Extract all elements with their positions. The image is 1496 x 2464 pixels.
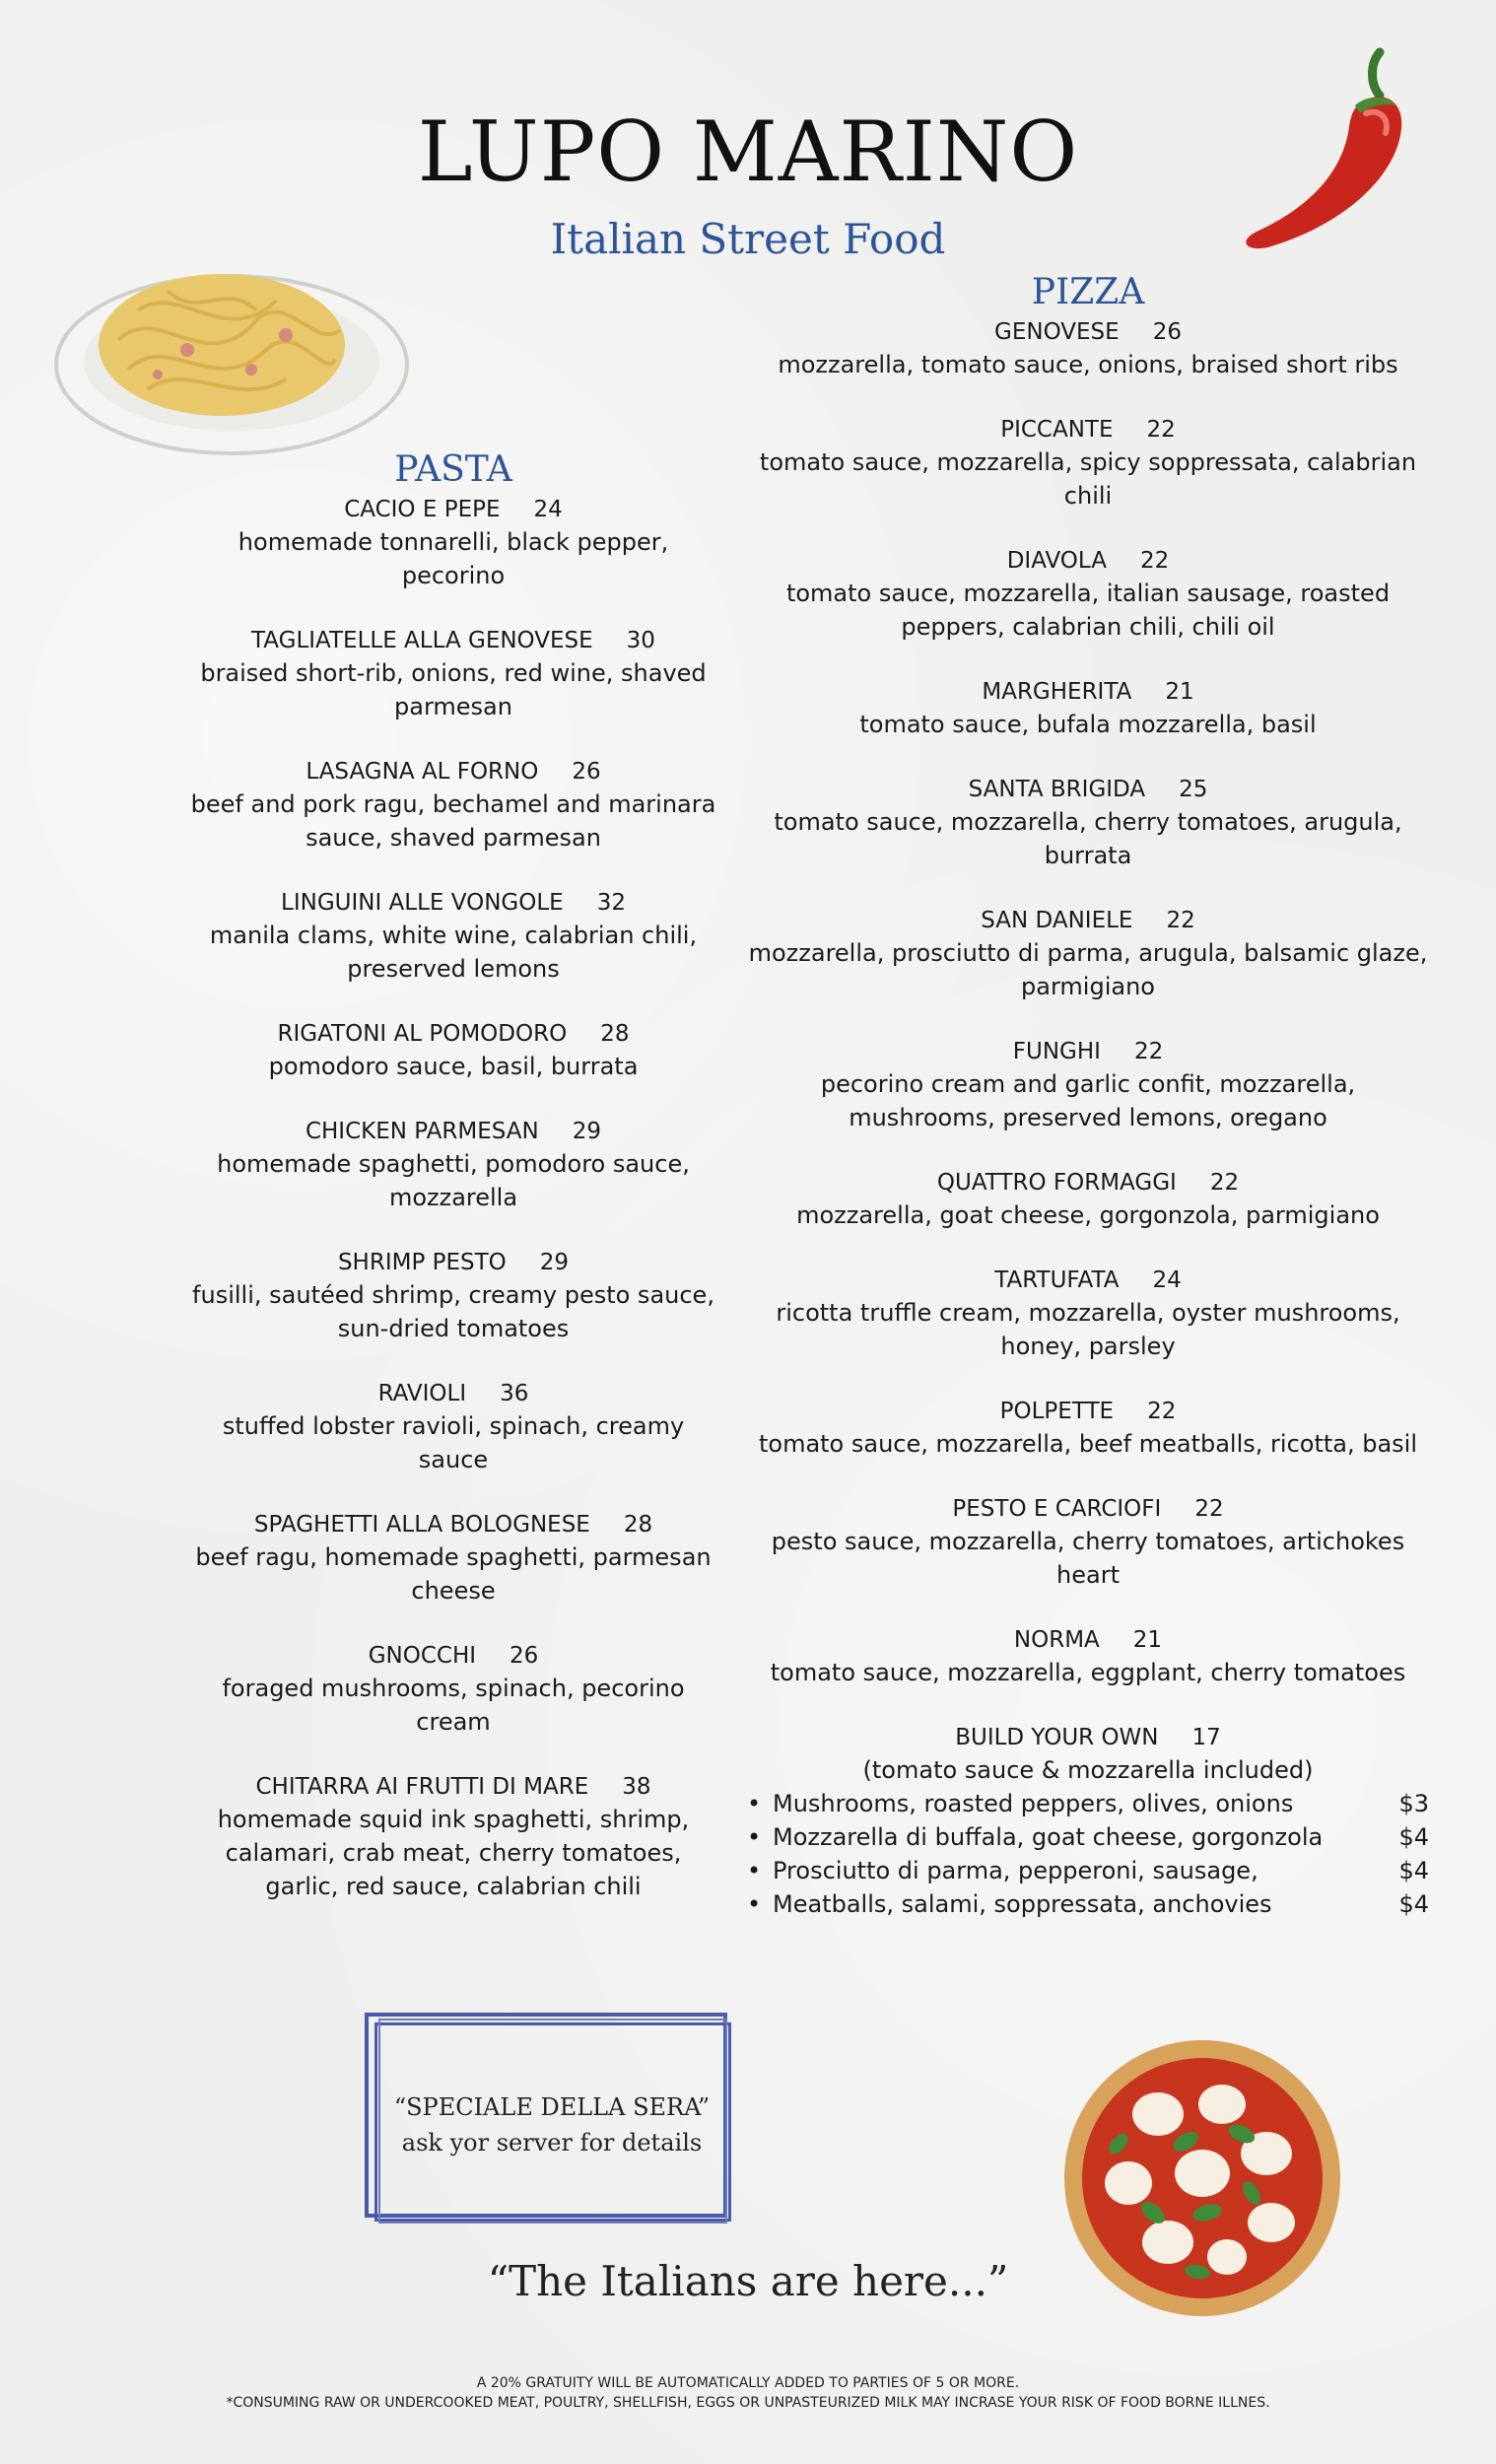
- menu-item-price: 26: [1152, 319, 1182, 345]
- tagline: “The Italians are here...”: [487, 2257, 1009, 2305]
- addon-price: $4: [1398, 1857, 1429, 1884]
- pasta-section-title: PASTA: [394, 449, 512, 490]
- menu-item-description: foraged mushrooms, spinach, pecorino cream: [222, 1675, 685, 1736]
- menu-item: [747, 1493, 1429, 1592]
- menu-item-name: MARGHERITA: [982, 679, 1132, 705]
- menu-item-description: tomato sauce, mozzarella, italian sausage, roasted peppers, calabrian chili, chili oil: [785, 580, 1391, 641]
- menu-item-name: CACIO E PEPE: [344, 497, 501, 522]
- special-title: “SPECIALE DELLA SERA”: [393, 2093, 711, 2121]
- addon-price: $4: [1398, 1890, 1429, 1918]
- menu-item-description: manila clams, white wine, calabrian chili, preserved lemons: [209, 922, 698, 983]
- menu-item-description: tomato sauce, mozzarella, eggplant, cherry tomatoes: [770, 1659, 1406, 1686]
- menu-item-description: stuffed lobster ravioli, spinach, creamy sauce: [222, 1412, 685, 1473]
- menu-item-name: GENOVESE: [994, 319, 1120, 345]
- menu-item: [747, 414, 1429, 513]
- menu-item-name: RAVIOLI: [377, 1381, 467, 1406]
- menu-item-description: homemade spaghetti, pomodoro sauce, mozzarella: [217, 1150, 690, 1211]
- menu-item-description: ricotta truffle cream, mozzarella, oyster mushrooms, honey, parsley: [776, 1299, 1400, 1360]
- build-your-own: [747, 1722, 1429, 1921]
- addon-item: [747, 1787, 1429, 1820]
- menu-item-name: CHITARRA AI FRUTTI DI MARE: [255, 1774, 589, 1800]
- menu-item-price: 24: [1152, 1267, 1182, 1293]
- consumption-warning: *CONSUMING RAW OR UNDERCOOKED MEAT, POULTRY, SHELLFISH, EGGS OR UNPASTEURIZED MILK MAY INCRASE YOUR RISK OF FOOD BORNE ILLNES.: [226, 2395, 1270, 2411]
- menu-item-price: 21: [1165, 679, 1194, 705]
- gratuity-notice: A 20% GRATUITY WILL BE AUTOMATICALLY ADDED TO PARTIES OF 5 OR MORE.: [476, 2375, 1020, 2391]
- menu-item: [747, 1167, 1429, 1232]
- menu-item: [187, 756, 719, 855]
- menu-item: [747, 316, 1429, 381]
- menu-item-name: LASAGNA AL FORNO: [306, 759, 539, 785]
- menu-item: [187, 1247, 719, 1345]
- menu-item-price: 26: [510, 1643, 539, 1669]
- menu-item-name: TARTUFATA: [994, 1267, 1120, 1293]
- menu-item-name: QUATTRO FORMAGGI: [936, 1170, 1177, 1196]
- menu-item-description: tomato sauce, bufala mozzarella, basil: [859, 711, 1317, 738]
- addon-text: Meatballs, salami, soppressata, anchovies: [773, 1890, 1272, 1918]
- menu-item: [187, 494, 719, 592]
- menu-item: [187, 1640, 719, 1739]
- menu-item-price: 22: [1209, 1170, 1240, 1196]
- pizza-section: [747, 271, 1429, 1921]
- menu-item-name: SHRIMP PESTO: [337, 1250, 507, 1275]
- menu-item-price: 22: [1147, 1399, 1177, 1424]
- pasta-plate-icon: [49, 251, 414, 458]
- menu-item-name: SANTA BRIGIDA: [968, 777, 1146, 802]
- menu-item-name: PICCANTE: [1000, 417, 1114, 443]
- special-details: ask yor server for details: [401, 2129, 703, 2156]
- menu-item-description: homemade squid ink spaghetti, shrimp, calamari, crab meat, cherry tomatoes, garlic, red sauce, calabrian chili: [217, 1806, 690, 1900]
- menu-item-description: fusilli, sautéed shrimp, creamy pesto sauce, sun-dried tomatoes: [192, 1281, 714, 1342]
- addon-price: $4: [1398, 1823, 1429, 1851]
- menu-item-name: BUILD YOUR OWN: [955, 1725, 1159, 1750]
- menu-item-price: 22: [1133, 1039, 1164, 1064]
- menu-item: [747, 905, 1429, 1003]
- menu-item: [747, 545, 1429, 644]
- chili-pepper-icon: [1232, 34, 1409, 261]
- menu-item-description: pesto sauce, mozzarella, cherry tomatoes, artichokes heart: [771, 1528, 1405, 1589]
- menu-item-price: 24: [533, 497, 563, 522]
- menu-item-price: 38: [622, 1774, 651, 1800]
- menu-item-price: 26: [572, 759, 601, 785]
- menu-item-description: beef ragu, homemade spaghetti, parmesan cheese: [195, 1543, 712, 1605]
- menu-item: [747, 1036, 1429, 1134]
- menu-item-price: 28: [623, 1512, 653, 1538]
- menu-item-price: 25: [1179, 777, 1208, 802]
- menu-item-price: 22: [1194, 1496, 1224, 1522]
- pasta-section: [187, 448, 719, 1936]
- menu-item-name: GNOCCHI: [368, 1643, 477, 1669]
- restaurant-subtitle: Italian Street Food: [550, 215, 946, 263]
- menu-item: [187, 1378, 719, 1476]
- menu-item-name: POLPETTE: [999, 1399, 1115, 1424]
- special-box: [365, 2013, 739, 2227]
- menu-item-price: 17: [1191, 1725, 1221, 1750]
- addon-price: $3: [1398, 1790, 1429, 1817]
- menu-item-description: beef and pork ragu, bechamel and marinara sauce, shaved parmesan: [190, 790, 716, 852]
- menu-item-description: mozzarella, prosciutto di parma, arugula, balsamic glaze, parmigiano: [748, 939, 1428, 1000]
- menu-item-description: tomato sauce, mozzarella, beef meatballs, ricotta, basil: [758, 1430, 1418, 1458]
- menu-item-name: CHICKEN PARMESAN: [305, 1119, 539, 1144]
- menu-item: [747, 1624, 1429, 1689]
- menu-item: [747, 1396, 1429, 1461]
- restaurant-name: LUPO MARINO: [417, 103, 1079, 200]
- addon-item: [747, 1820, 1429, 1854]
- menu-item-price: 22: [1166, 908, 1195, 933]
- addon-text: Mozzarella di buffala, goat cheese, gorgonzola: [773, 1823, 1324, 1851]
- menu-item-price: 32: [596, 890, 626, 916]
- menu-item-description: mozzarella, goat cheese, gorgonzola, parmigiano: [796, 1201, 1380, 1229]
- menu-item-name: NORMA: [1013, 1627, 1100, 1653]
- menu-item-name: FUNGHI: [1012, 1039, 1101, 1064]
- menu-item-description: pecorino cream and garlic confit, mozzarella, mushrooms, preserved lemons, oregano: [820, 1070, 1356, 1131]
- menu-item-description: tomato sauce, mozzarella, cherry tomatoes, arugula, burrata: [774, 808, 1402, 869]
- menu-item-price: 36: [500, 1381, 529, 1406]
- menu-item-price: 30: [626, 628, 655, 653]
- menu-item-name: RIGATONI AL POMODORO: [277, 1021, 568, 1047]
- menu-item-price: 29: [572, 1119, 602, 1144]
- menu-item-price: 22: [1146, 417, 1176, 443]
- menu-item-price: 29: [539, 1250, 570, 1275]
- addon-item: [747, 1887, 1429, 1921]
- menu-item: [187, 625, 719, 723]
- menu-item-name: PESTO E CARCIOFI: [952, 1496, 1162, 1522]
- menu-item-price: 22: [1139, 548, 1170, 574]
- menu-item-description: pomodoro sauce, basil, burrata: [268, 1053, 639, 1080]
- menu-item-name: SAN DANIELE: [981, 908, 1133, 933]
- menu-item: [187, 887, 719, 986]
- menu-item-name: LINGUINI ALLE VONGOLE: [281, 890, 564, 916]
- menu-item-name: SPAGHETTI ALLA BOLOGNESE: [253, 1512, 590, 1538]
- pizza-section-title: PIZZA: [1031, 272, 1145, 312]
- addon-text: Mushrooms, roasted peppers, olives, onions: [773, 1790, 1294, 1817]
- menu-item-description: homemade tonnarelli, black pepper, pecorino: [238, 528, 669, 589]
- menu-item-price: 28: [600, 1021, 630, 1047]
- menu-item-name: TAGLIATELLE ALLA GENOVESE: [251, 628, 593, 653]
- menu-item-description: tomato sauce, mozzarella, spicy soppressata, calabrian chili: [759, 448, 1417, 510]
- menu-item: [187, 1018, 719, 1083]
- menu-item: [187, 1509, 719, 1608]
- menu-item-name: DIAVOLA: [1006, 548, 1107, 574]
- addon-text: Prosciutto di parma, pepperoni, sausage,: [773, 1857, 1258, 1884]
- addon-list: [747, 1787, 1429, 1921]
- menu-item: [187, 1116, 719, 1214]
- menu-item: [747, 676, 1429, 741]
- addon-item: [747, 1854, 1429, 1887]
- build-your-own-note: (tomato sauce & mozzarella included): [862, 1756, 1314, 1784]
- menu-item: [747, 1265, 1429, 1363]
- menu-item: [187, 1771, 719, 1903]
- menu-item: [747, 774, 1429, 872]
- menu-item-description: mozzarella, tomato sauce, onions, braised short ribs: [778, 351, 1398, 378]
- menu-item-price: 21: [1132, 1627, 1163, 1653]
- menu-item-description: braised short-rib, onions, red wine, shaved parmesan: [200, 659, 707, 720]
